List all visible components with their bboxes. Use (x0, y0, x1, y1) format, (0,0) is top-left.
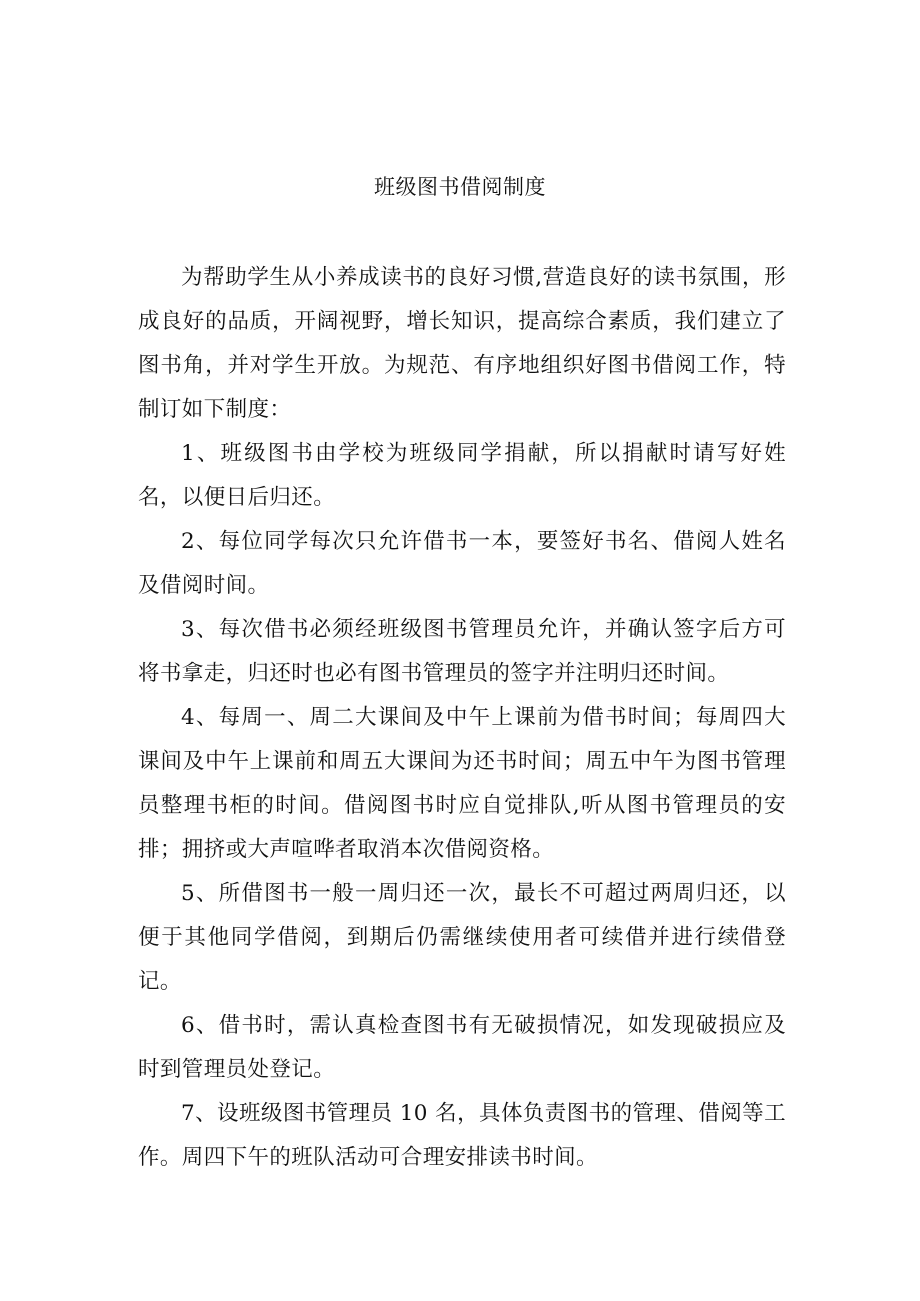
paragraph-rule-2: 2、每位同学每次只允许借书一本，要签好书名、借阅人姓名及借阅时间。 (138, 529, 786, 598)
paragraph-rule-1: 1、班级图书由学校为班级同学捐献，所以捐献时请写好姓名，以便日后归还。 (138, 441, 786, 510)
document-body (138, 256, 786, 1180)
paragraph-rule-5: 5、所借图书一般一周归还一次，最长不可超过两周归还，以便于其他同学借阅，到期后仍需继续使用者可续借并进行续借登记。 (138, 881, 786, 994)
paragraph-rule-7: 7、设班级图书管理员 10 名，具体负责图书的管理、借阅等工作。周四下午的班队活动可合理安排读书时间。 (138, 1101, 786, 1170)
paragraph-intro: 为帮助学生从小养成读书的良好习惯,营造良好的读书氛围，形成良好的品质，开阔视野，增长知识，提高综合素质，我们建立了图书角，并对学生开放。为规范、有序地组织好图书借阅工作，特制订如下制度： (138, 265, 786, 422)
paragraph-rule-4: 4、每周一、周二大课间及中午上课前为借书时间；每周四大课间及中午上课前和周五大课间为还书时间；周五中午为图书管理员整理书柜的时间。借阅图书时应自觉排队,听从图书管理员的安排；拥挤或大声喧哗者取消本次借阅资格。 (138, 705, 786, 862)
paragraph-rule-6: 6、借书时，需认真检查图书有无破损情况，如发现破损应及时到管理员处登记。 (138, 1013, 786, 1082)
document-title: 班级图书借阅制度 (374, 175, 546, 199)
paragraph-rule-3: 3、每次借书必须经班级图书管理员允许，并确认签字后方可将书拿走，归还时也必有图书管理员的签字并注明归还时间。 (138, 617, 786, 686)
